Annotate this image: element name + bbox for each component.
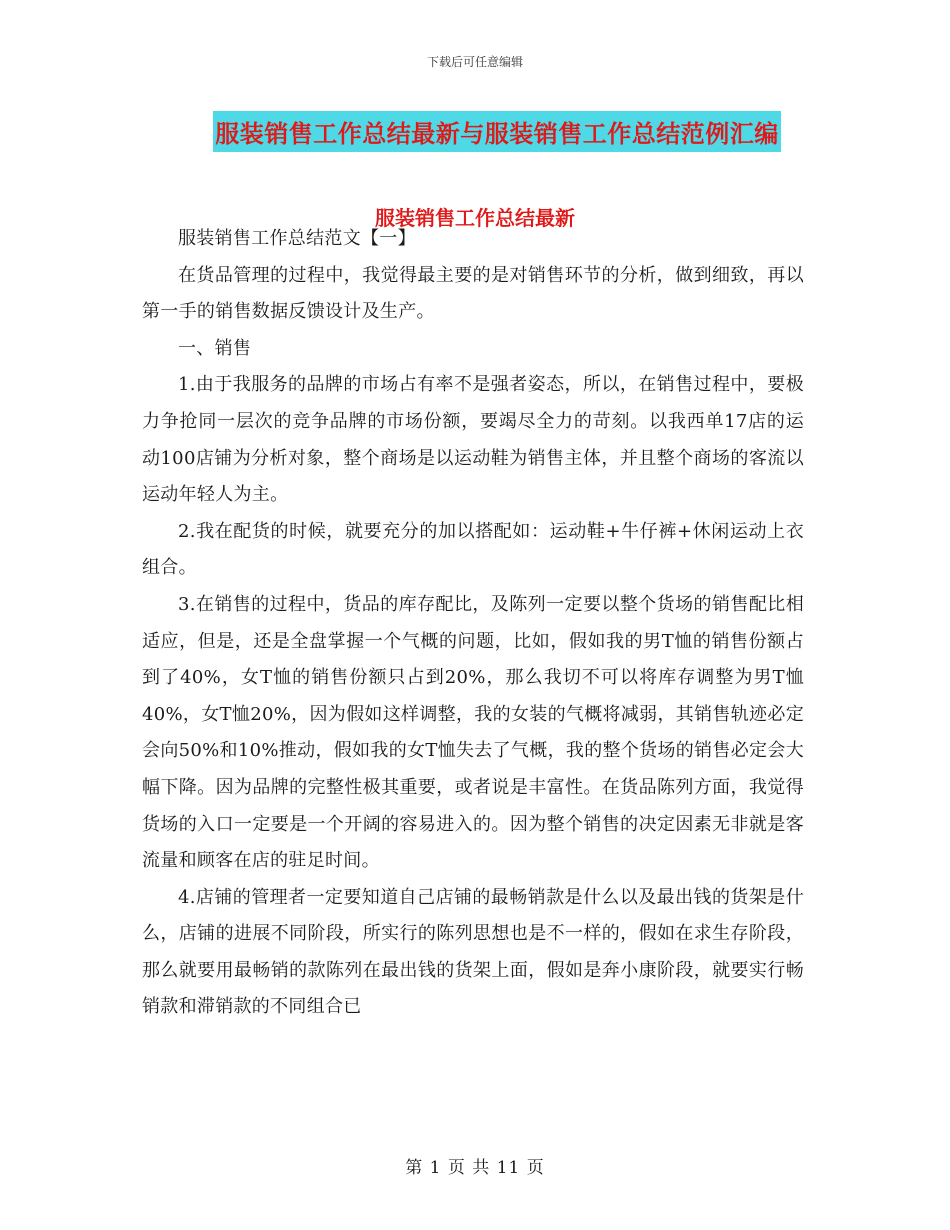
page-number: 第 1 页 共 11 页 [405,1158,545,1178]
paragraph: 在货品管理的过程中，我觉得最主要的是对销售环节的分析，做到细致，再以第一手的销售数据反馈设计及生产。 [142,264,804,323]
paragraph: 4.店铺的管理者一定要知道自己店铺的最畅销款是什么以及最出钱的货架是什么，店铺的进展不同阶段，所实行的陈列思想也是不一样的，假如在求生存阶段，那么就要用最畅销的款陈列在最出钱的货架上面，假如是奔小康阶段，就要实行畅销款和滞销款的不同组合已 [142,886,804,1018]
main-title: 服装销售工作总结最新与服装销售工作总结范例汇编 [213,111,781,152]
body-text [142,221,804,1026]
paragraph-subtitle: 服装销售工作总结范文【一】 [178,228,416,249]
paragraph: 3.在销售的过程中，货品的库存配比，及陈列一定要以整个货场的销售配比相适应，但是，还是全盘掌握一个气概的问题，比如，假如我的男T恤的销售份额占到了40%，女T恤的销售份额只占到20%，那么我切不可以将库存调整为男T恤40%，女T恤20%，因为假如这样调整，我的女装的气概将减弱，其销售轨迹必定会向50%和10%推动，假如我的女T恤失去了气概，我的整个货场的销售必定会大幅下降。因为品牌的完整性极其重要，或者说是丰富性。在货品陈列方面，我觉得货场的入口一定要是一个开阔的容易进入的。因为整个销售的决定因素无非就是客流量和顾客在店的驻足时间。 [142,593,804,872]
main-title-container [0,111,950,152]
paragraph: 1.由于我服务的品牌的市场占有率不是强者姿态，所以，在销售过程中，要极力争抢同一层次的竞争品牌的市场份额，要竭尽全力的苛刻。以我西单17店的运动100店铺为分析对象，整个商场是以运动鞋为销售主体，并且整个商场的客流以运动年轻人为主。 [142,374,804,506]
header-note: 下载后可任意编辑 [426,55,523,69]
paragraph-heading: 一、销售 [178,337,252,359]
paragraph: 2.我在配货的时候，就要充分的加以搭配如：运动鞋+牛仔裤+休闲运动上衣组合。 [142,520,804,579]
section-title: 服装销售工作总结最新 [375,206,575,230]
